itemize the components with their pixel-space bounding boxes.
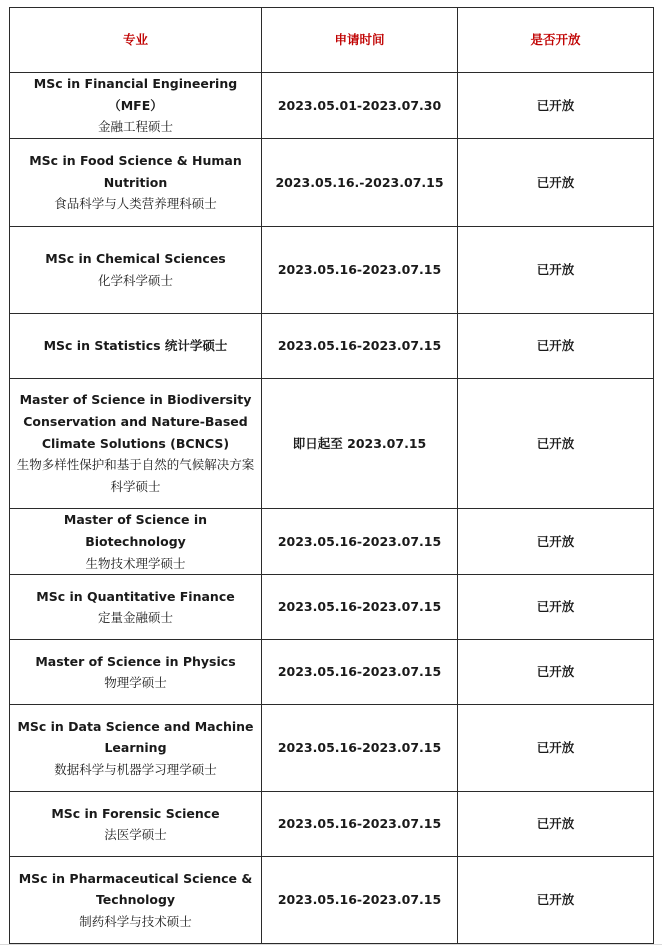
program-name-en: MSc in Forensic Science <box>51 805 220 821</box>
open-status-cell: 已开放 <box>458 575 654 640</box>
open-status-cell: 已开放 <box>458 227 654 314</box>
application-period-cell: 2023.05.16-2023.07.15 <box>262 575 458 640</box>
program-name-en: MSc in Financial Engineering（MFE） <box>33 76 238 113</box>
program-name-en: MSc in Quantitative Finance <box>36 588 235 604</box>
table-row <box>10 792 654 857</box>
application-period-cell: 2023.05.16-2023.07.15 <box>262 509 458 575</box>
open-status-cell: 已开放 <box>458 705 654 792</box>
program-name-zh: 生物多样性保护和基于自然的气候解决方案科学硕士 <box>16 457 255 495</box>
table-row <box>10 379 654 509</box>
table-row <box>10 857 654 944</box>
application-period-cell: 2023.05.16-2023.07.15 <box>262 705 458 792</box>
table-row <box>10 227 654 314</box>
program-name-en: MSc in Pharmaceutical Science & Technology <box>18 870 253 908</box>
program-name-zh: 食品科学与人类营养理科硕士 <box>54 196 217 212</box>
table-row <box>10 640 654 705</box>
program-name-cell <box>10 509 262 575</box>
program-name-zh: 物理学硕士 <box>104 675 167 691</box>
table-row <box>10 575 654 640</box>
program-name-zh: 制药科学与技术硕士 <box>79 914 192 930</box>
table-row <box>10 314 654 379</box>
program-name-en: MSc in Statistics 统计学硕士 <box>43 338 228 354</box>
application-period-cell: 2023.05.16-2023.07.15 <box>262 640 458 705</box>
header-open-status: 是否开放 <box>458 8 654 73</box>
open-status-cell: 已开放 <box>458 379 654 509</box>
program-name-cell <box>10 314 262 379</box>
open-status-cell: 已开放 <box>458 314 654 379</box>
table-row <box>10 705 654 792</box>
program-name-cell <box>10 139 262 227</box>
program-name-en: Master of Science in Biotechnology <box>63 512 208 549</box>
open-status-cell: 已开放 <box>458 857 654 944</box>
program-name-en: MSc in Data Science and Machine Learning <box>17 718 254 756</box>
application-period-cell: 2023.05.16-2023.07.15 <box>262 314 458 379</box>
open-status-cell: 已开放 <box>458 509 654 575</box>
program-name-cell <box>10 575 262 640</box>
application-period-cell: 即日起至 2023.07.15 <box>262 379 458 509</box>
application-period-cell: 2023.05.01-2023.07.30 <box>262 73 458 139</box>
application-period-cell: 2023.05.16-2023.07.15 <box>262 857 458 944</box>
application-period-cell: 2023.05.16-2023.07.15 <box>262 227 458 314</box>
program-name-en: Master of Science in Biodiversity Conservation and Nature-Based Climate Solutions (BCNCS) <box>19 392 252 451</box>
header-application-period: 申请时间 <box>262 8 458 73</box>
table-row <box>10 509 654 575</box>
program-name-en: MSc in Food Science & Human Nutrition <box>29 153 242 190</box>
program-name-en: MSc in Chemical Sciences <box>45 251 226 267</box>
open-status-cell: 已开放 <box>458 792 654 857</box>
open-status-cell: 已开放 <box>458 73 654 139</box>
open-status-cell: 已开放 <box>458 640 654 705</box>
program-name-zh: 金融工程硕士 <box>97 119 173 135</box>
application-period-cell: 2023.05.16.-2023.07.15 <box>262 139 458 227</box>
program-name-cell <box>10 227 262 314</box>
program-name-zh: 数据科学与机器学习理学硕士 <box>54 762 217 778</box>
table-row <box>10 73 654 139</box>
program-table <box>9 7 654 944</box>
table-row <box>10 139 654 227</box>
program-name-zh: 生物技术理学硕士 <box>85 555 186 571</box>
program-name-en: Master of Science in Physics <box>35 653 236 669</box>
program-name-zh: 定量金融硕士 <box>97 610 173 626</box>
program-name-cell <box>10 705 262 792</box>
table-header-row <box>10 8 654 73</box>
header-program: 专业 <box>10 8 262 73</box>
application-period-cell: 2023.05.16-2023.07.15 <box>262 792 458 857</box>
program-name-cell <box>10 857 262 944</box>
program-name-cell <box>10 792 262 857</box>
open-status-cell: 已开放 <box>458 139 654 227</box>
program-name-cell <box>10 73 262 139</box>
program-name-zh: 化学科学硕士 <box>97 273 173 289</box>
program-name-cell <box>10 379 262 509</box>
page-bottom-divider <box>0 944 662 945</box>
table-body <box>10 73 654 944</box>
program-name-zh: 法医学硕士 <box>104 827 167 843</box>
program-name-cell <box>10 640 262 705</box>
